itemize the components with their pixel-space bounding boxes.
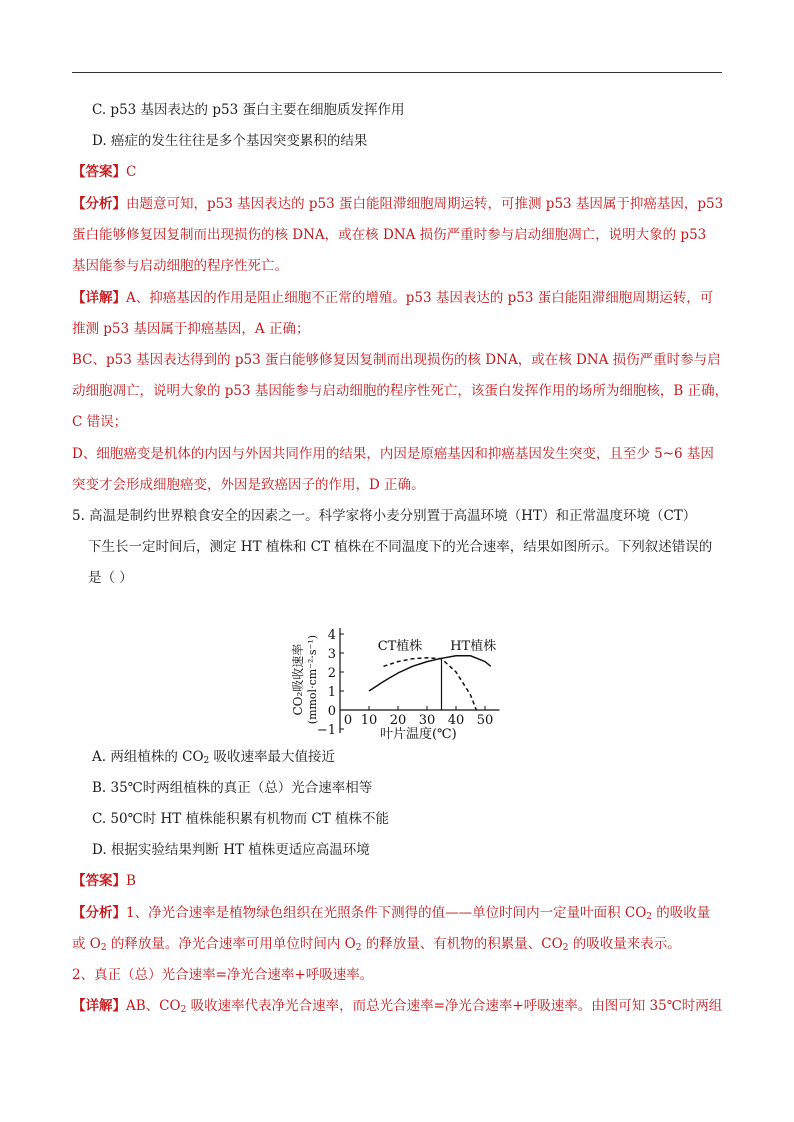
x-tick-label: 50 bbox=[476, 713, 494, 728]
q4-detail-line-5: C 错误； bbox=[72, 414, 128, 430]
q4-option-c: C. p53 基因表达的 p53 蛋白主要在细胞质发挥作用 bbox=[92, 102, 405, 118]
y-tick-label: 4 bbox=[327, 628, 336, 643]
y-tick-label: 3 bbox=[327, 647, 336, 662]
series-label-ct: CT植株 bbox=[377, 639, 423, 655]
answer-value: B bbox=[126, 873, 136, 889]
q4-option-d: D. 癌症的发生往往是多个基因突变累积的结果 bbox=[92, 133, 368, 149]
q4-analysis-line-2: 蛋白能够修复因复制而出现损伤的核 DNA，或在核 DNA 损伤严重时参与启动细胞凋亡，说明大象的 p53 bbox=[72, 227, 707, 243]
q4-detail-line-3: BC、p53 基因表达得到的 p53 蛋白能够修复因复制而出现损伤的核 DNA，或在核 DNA 损伤严重时参与启 bbox=[72, 352, 721, 368]
q5-option-c: C. 50℃时 HT 植株能积累有机物而 CT 植株不能 bbox=[92, 811, 389, 827]
q5-detail-line-1: 【详解】AB、$CO_2$ 吸收速率代表净光合速率，而总光合速率=净光合速率+呼吸速率。由图可知 35℃时两组 bbox=[72, 998, 723, 1015]
q5-answer bbox=[72, 872, 136, 890]
q5-analysis-line-3: 2、真正（总）光合速率=净光合速率+呼吸速率。 bbox=[72, 967, 374, 983]
q5-option-a: A. 两组植株的 $CO_2$ 吸收速率最大值接近 bbox=[92, 749, 336, 766]
series-line bbox=[384, 658, 477, 710]
y-axis-label: CO₂吸收速率 bbox=[291, 643, 305, 716]
answer-tag: 【答案】 bbox=[72, 873, 126, 889]
q4-detail-line-1: 【详解】A、抑癌基因的作用是阻止细胞不正常的增殖。p53 基因表达的 p53 蛋白能阻滞细胞周期运转，可 bbox=[72, 290, 714, 306]
y-tick-label: 0 bbox=[327, 704, 336, 719]
x-tick-label: 40 bbox=[447, 713, 465, 728]
q5-option-d: D. 根据实验结果判断 HT 植株更适应高温环境 bbox=[92, 842, 370, 858]
q4-detail-line-6: D、细胞癌变是机体的内因与外因共同作用的结果，内因是原癌基因和抑癌基因发生突变，且至少 5~6 基因 bbox=[72, 446, 714, 462]
q5-stem-line-2: 下生长一定时间后，测定 HT 植株和 CT 植株在不同温度下的光合速率，结果如图所示。下列叙述错误的 bbox=[88, 539, 713, 555]
answer-tag: 【答案】 bbox=[72, 164, 126, 180]
header-rule bbox=[72, 72, 722, 73]
analysis-tag: 【分析】 bbox=[72, 196, 126, 212]
q5-analysis-line-2: 或 $O_2$ 的释放量。净光合速率可用单位时间内 $O_2$ 的释放量、有机物的积累量、$CO_2$ 的吸收量来表示。 bbox=[72, 936, 681, 953]
y-tick-label: 2 bbox=[327, 666, 336, 681]
q4-analysis-line-1: 【分析】由题意可知，p53 基因表达的 p53 蛋白能阻滞细胞周期运转，可推测 p53 基因属于抑癌基因，p53 bbox=[72, 196, 724, 212]
q4-answer bbox=[72, 163, 136, 181]
x-tick-label: 30 bbox=[418, 713, 436, 728]
q5-stem-line-3: 是（ ） bbox=[88, 570, 133, 586]
y-tick-label: 1 bbox=[327, 685, 336, 700]
x-tick-label: 20 bbox=[389, 713, 407, 728]
x-tick-label: 10 bbox=[360, 713, 378, 728]
x-axis-label: 叶片温度(℃) bbox=[379, 727, 457, 740]
q4-detail-line-2: 推测 p53 基因属于抑癌基因，A 正确； bbox=[72, 321, 310, 337]
y-tick-label: −1 bbox=[316, 723, 336, 738]
answer-value: C bbox=[126, 164, 137, 180]
series-label-ht: HT植株 bbox=[450, 639, 497, 655]
photosynthesis-chart bbox=[270, 590, 520, 740]
chart-series bbox=[369, 656, 491, 710]
q5-stem-line-1: 5. 高温是制约世界粮食安全的因素之一。科学家将小麦分别置于高温环境（HT）和正常温度环境（CT） bbox=[72, 508, 697, 524]
detail-tag: 【详解】 bbox=[72, 998, 126, 1014]
y-axis-unit: (mmol·cm⁻²·s⁻¹) bbox=[306, 634, 319, 725]
series-line bbox=[369, 656, 491, 691]
q4-detail-line-4: 动细胞凋亡，说明大象的 p53 基因能参与启动细胞的程序性死亡，该蛋白发挥作用的场所为细胞核，B 正确， bbox=[72, 383, 729, 399]
analysis-tag: 【分析】 bbox=[72, 905, 126, 921]
x-tick-label: 0 bbox=[343, 713, 353, 728]
q4-detail-line-7: 突变才会形成细胞癌变，外因是致癌因子的作用，D 正确。 bbox=[72, 477, 425, 493]
detail-tag: 【详解】 bbox=[72, 290, 126, 306]
q5-analysis-line-1: 【分析】1、净光合速率是植物绿色组织在光照条件下测得的值——单位时间内一定量叶面积 $CO_2$ 的吸收量 bbox=[72, 905, 711, 922]
q5-option-b: B. 35℃时两组植株的真正（总）光合速率相等 bbox=[92, 780, 373, 796]
q4-analysis-line-3: 基因能参与启动细胞的程序性死亡。 bbox=[72, 258, 288, 274]
